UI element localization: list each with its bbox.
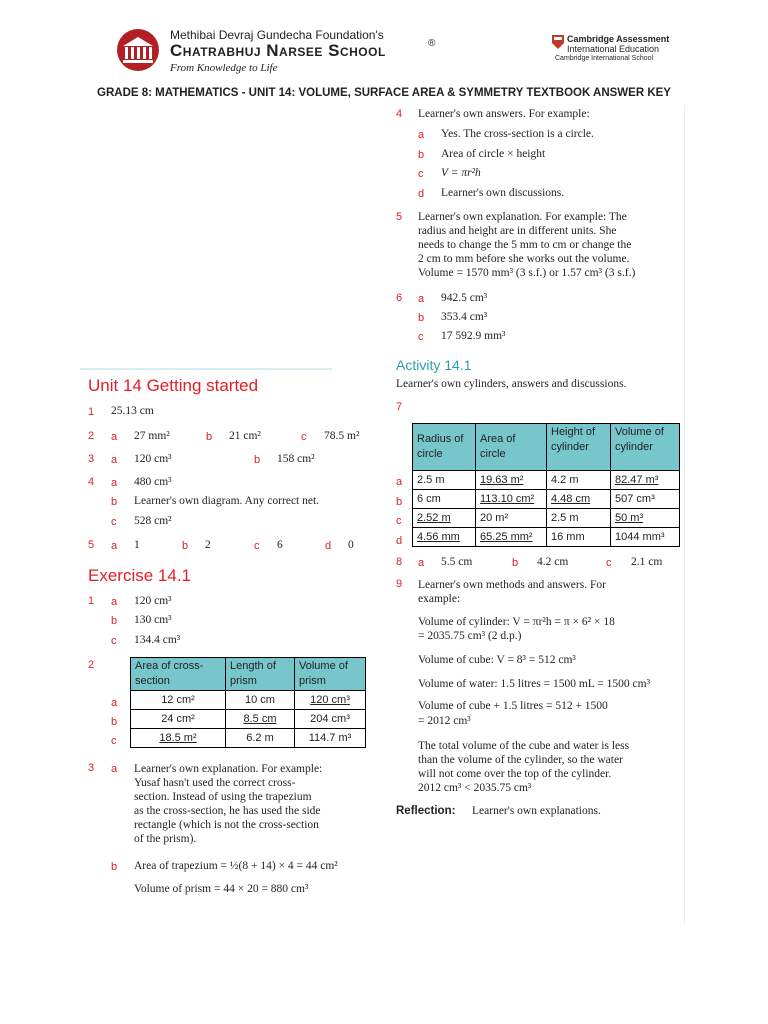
ex-q1b: 130 cm³: [134, 614, 172, 626]
prism-c-volume: 114.7 m³: [295, 729, 366, 748]
ex-q2-num: 2: [88, 659, 95, 671]
table-row: [131, 710, 366, 729]
cylinder-table: [412, 423, 680, 547]
r-q4a-label: a: [418, 129, 425, 141]
cyl-d-radius: 4.56 mm: [413, 528, 476, 547]
ex-q3a-line: rectangle (which is not the cross-section: [134, 819, 319, 831]
cylinder-table-header: [413, 424, 680, 471]
r-q9-cyl1: Volume of cylinder: V = πr²h = π × 6² × 18: [418, 616, 615, 628]
r-q4-intro: Learner's own answers. For example:: [418, 108, 590, 120]
ex-q1a-label: a: [111, 596, 118, 608]
cylinder-row-label-d: d: [396, 534, 403, 547]
ex-q3a-line: of the prism).: [134, 833, 197, 845]
cyl-header-volume: Volume of cylinder: [611, 424, 680, 471]
cyl-b-area: 113.10 cm²: [476, 490, 547, 509]
ex-q3a-text: [134, 762, 369, 846]
r-q6a: 942.5 cm³: [441, 292, 488, 304]
gs-q1: 25.13 cm: [111, 405, 154, 417]
gs-q2b: 21 cm²: [229, 430, 261, 442]
gs-q2a-label: a: [111, 431, 118, 443]
cylinder-row-labels: [396, 473, 402, 551]
prism-a-volume: 120 cm³: [295, 691, 366, 710]
r-q5-line: Learner's own explanation. For example: The: [418, 211, 627, 223]
prism-a-length: 10 cm: [226, 691, 295, 710]
ex-q2-row-label-a: a: [111, 697, 118, 709]
ex-q3a-line: Learner's own explanation. For example:: [134, 763, 323, 775]
ex-q2-row-label-c: c: [111, 735, 117, 747]
r-q4c: V = πr²h: [441, 167, 481, 179]
r-q9-sum2: = 2012 cm³: [418, 715, 471, 727]
ex-q3-num: 3: [88, 762, 95, 774]
gs-q3a-label: a: [111, 454, 118, 466]
ex-q3a-line: Yusaf hasn't used the correct cross-: [134, 777, 296, 789]
prism-c-length: 6.2 m: [226, 729, 295, 748]
r-q5-text: [418, 210, 680, 280]
cyl-d-height: 16 mm: [547, 528, 611, 547]
r-q9-conclusion-line: than the volume of the cylinder, so the water: [418, 754, 623, 766]
reflection-label: Reflection:: [396, 805, 456, 817]
ex-q2-row-labels: [111, 694, 117, 751]
ex-q3b-label: b: [111, 861, 118, 873]
r-q9-conclusion: [418, 739, 680, 795]
gs-q3b: 158 cm²: [277, 453, 315, 465]
unit-heading: Unit 14 Getting started: [88, 376, 259, 395]
prism-table: [130, 657, 366, 748]
ex-q1-num: 1: [88, 595, 95, 607]
prism-a-area: 12 cm²: [131, 691, 226, 710]
activity-text: Learner's own cylinders, answers and discussions.: [396, 378, 627, 390]
cyl-c-radius: 2.52 m: [413, 509, 476, 528]
gs-q5b-label: b: [182, 540, 189, 552]
r-q6c: 17 592.9 mm³: [441, 330, 506, 342]
r-q5-line: needs to change the 5 mm to cm or change the: [418, 239, 632, 251]
r-q6b: 353.4 cm³: [441, 311, 488, 323]
cylinder-row-label-b: b: [396, 495, 403, 508]
table-row: [413, 471, 680, 490]
cambridge-line1: Cambridge Assessment: [567, 34, 670, 44]
gs-q5-num: 5: [88, 539, 95, 551]
cyl-c-area: 20 m²: [476, 509, 547, 528]
table-row: [413, 528, 680, 547]
gs-q4-num: 4: [88, 476, 95, 488]
column-divider: [684, 105, 685, 925]
ex-q3a-line: as the cross-section, he has used the side: [134, 805, 321, 817]
r-q9-conclusion-line: will not come over the top of the cylinder.: [418, 768, 612, 780]
prism-header-area: Area of cross-section: [131, 658, 226, 691]
r-q8a-label: a: [418, 557, 425, 569]
ex-q2-row-label-b: b: [111, 716, 118, 728]
r-q8b-label: b: [512, 557, 519, 569]
gs-q3-num: 3: [88, 453, 95, 465]
cyl-d-area: 65.25 mm²: [476, 528, 547, 547]
cyl-a-area: 19.63 m²: [476, 471, 547, 490]
cyl-b-radius: 6 cm: [413, 490, 476, 509]
r-q4c-label: c: [418, 168, 424, 180]
reflection-text: Learner's own explanations.: [472, 805, 601, 817]
gs-q5b: 2: [205, 539, 211, 551]
cyl-header-area: Area of circle: [476, 424, 547, 471]
ex-q1b-label: b: [111, 615, 118, 627]
gs-q3a: 120 cm³: [134, 453, 172, 465]
gs-q3b-label: b: [254, 454, 261, 466]
exercise-heading: Exercise 14.1: [88, 566, 191, 585]
ex-q3b-line2: Volume of prism = 44 × 20 = 880 cm³: [134, 883, 309, 895]
gs-q2a: 27 mm²: [134, 430, 170, 442]
r-q7-num: 7: [396, 401, 403, 413]
gs-q5a-label: a: [111, 540, 118, 552]
table-row: [131, 691, 366, 710]
r-q8c-label: c: [606, 557, 612, 569]
cylinder-row-label-a: a: [396, 476, 403, 488]
r-q4d: Learner's own discussions.: [441, 187, 565, 199]
registered-mark: ®: [428, 38, 436, 49]
r-q5-line: 2 cm to mm before she works out the volume.: [418, 253, 630, 265]
ex-q1a: 120 cm³: [134, 595, 172, 607]
r-q9-conclusion-line: The total volume of the cube and water is less: [418, 740, 630, 752]
r-q4b-label: b: [418, 149, 425, 161]
r-q6b-label: b: [418, 312, 425, 324]
r-q8-num: 8: [396, 556, 403, 568]
school-name: Chatrabhuj Narsee School: [170, 41, 386, 60]
r-q5-line: Volume = 1570 mm³ (3 s.f.) or 1.57 cm³ (3 s.f.): [418, 267, 636, 279]
prism-b-length: 8.5 cm: [226, 710, 295, 729]
gs-q4c-label: c: [111, 516, 117, 528]
cyl-header-height: Height of cylinder: [547, 424, 611, 471]
gs-q4c: 528 cm²: [134, 515, 172, 527]
gs-q4b-label: b: [111, 496, 118, 508]
gs-q4a: 480 cm³: [134, 476, 172, 488]
r-q9-water: Volume of water: 1.5 litres = 1500 mL = 1500 cm³: [418, 678, 651, 690]
gs-q5c: 6: [277, 539, 283, 551]
ex-q3a-line: section. Instead of using the trapezium: [134, 791, 312, 803]
r-q8a: 5.5 cm: [441, 556, 473, 568]
cyl-b-volume: 507 cm³: [611, 490, 680, 509]
r-q5-num: 5: [396, 211, 403, 223]
prism-b-area: 24 cm²: [131, 710, 226, 729]
gs-q5a: 1: [134, 539, 140, 551]
r-q4a: Yes. The cross-section is a circle.: [441, 128, 594, 140]
table-row: [413, 490, 680, 509]
gs-q1-num: 1: [88, 406, 95, 418]
r-q9-cyl2: = 2035.75 cm³ (2 d.p.): [418, 630, 522, 642]
cambridge-line3: Cambridge International School: [555, 55, 654, 62]
prism-table-header: [131, 658, 366, 691]
gs-q5c-label: c: [254, 540, 260, 552]
r-q9-num: 9: [396, 578, 403, 590]
cylinder-row-label-c: c: [396, 515, 402, 527]
activity-heading: Activity 14.1: [396, 357, 472, 373]
r-q9-sum1: Volume of cube + 1.5 litres = 512 + 1500: [418, 700, 608, 712]
prism-c-area: 18.5 m²: [131, 729, 226, 748]
ex-q3a-label: a: [111, 763, 118, 775]
r-q8b: 4.2 cm: [537, 556, 569, 568]
prism-b-volume: 204 cm³: [295, 710, 366, 729]
r-q4b: Area of circle × height: [441, 148, 546, 160]
ex-q3b-line1: Area of trapezium = ½(8 + 14) × 4 = 44 cm²: [134, 860, 338, 872]
r-q9-conclusion-line: 2012 cm³ < 2035.75 cm³: [418, 782, 532, 794]
cyl-c-height: 2.5 m: [547, 509, 611, 528]
gs-q2-num: 2: [88, 430, 95, 442]
r-q9-intro: Learner's own methods and answers. For example:: [418, 579, 606, 605]
cyl-header-radius: Radius of circle: [413, 424, 476, 471]
r-q6-num: 6: [396, 292, 403, 304]
table-row: [131, 729, 366, 748]
unit-heading-box: [80, 368, 332, 370]
table-row: [413, 509, 680, 528]
cyl-a-radius: 2.5 m: [413, 471, 476, 490]
cyl-b-height: 4.48 cm: [547, 490, 611, 509]
gs-q2c-label: c: [301, 431, 307, 443]
cyl-a-height: 4.2 m: [547, 471, 611, 490]
cyl-c-volume: 50 m³: [611, 509, 680, 528]
school-tagline: From Knowledge to Life: [170, 62, 278, 74]
r-q4d-label: d: [418, 188, 425, 200]
r-q6a-label: a: [418, 293, 425, 305]
prism-header-volume: Volume of prism: [295, 658, 366, 691]
gs-q4b: Learner's own diagram. Any correct net.: [134, 495, 320, 507]
cambridge-line2: International Education: [567, 44, 660, 54]
gs-q5d-label: d: [325, 540, 332, 552]
r-q6c-label: c: [418, 331, 424, 343]
ex-q1c: 134.4 cm³: [134, 634, 181, 646]
cyl-d-volume: 1044 mm³: [611, 528, 680, 547]
cambridge-logo: [552, 35, 564, 49]
r-q9-cube: Volume of cube: V = 8³ = 512 cm³: [418, 654, 576, 666]
gs-q2c: 78.5 m²: [324, 430, 360, 442]
gs-q4a-label: a: [111, 477, 118, 489]
r-q5-line: radius and height are in different units. She: [418, 225, 617, 237]
r-q8c: 2.1 cm: [631, 556, 663, 568]
r-q4-num: 4: [396, 108, 403, 120]
ex-q1c-label: c: [111, 635, 117, 647]
gs-q2b-label: b: [206, 431, 213, 443]
cyl-a-volume: 82.47 m³: [611, 471, 680, 490]
prism-header-length: Length of prism: [226, 658, 295, 691]
school-logo: [113, 28, 163, 72]
foundation-name: Methibai Devraj Gundecha Foundation's: [170, 28, 384, 42]
page-title: GRADE 8: MATHEMATICS - UNIT 14: VOLUME, SURFACE AREA & SYMMETRY TEXTBOOK ANSWER KEY: [97, 87, 671, 99]
gs-q5d: 0: [348, 539, 354, 551]
